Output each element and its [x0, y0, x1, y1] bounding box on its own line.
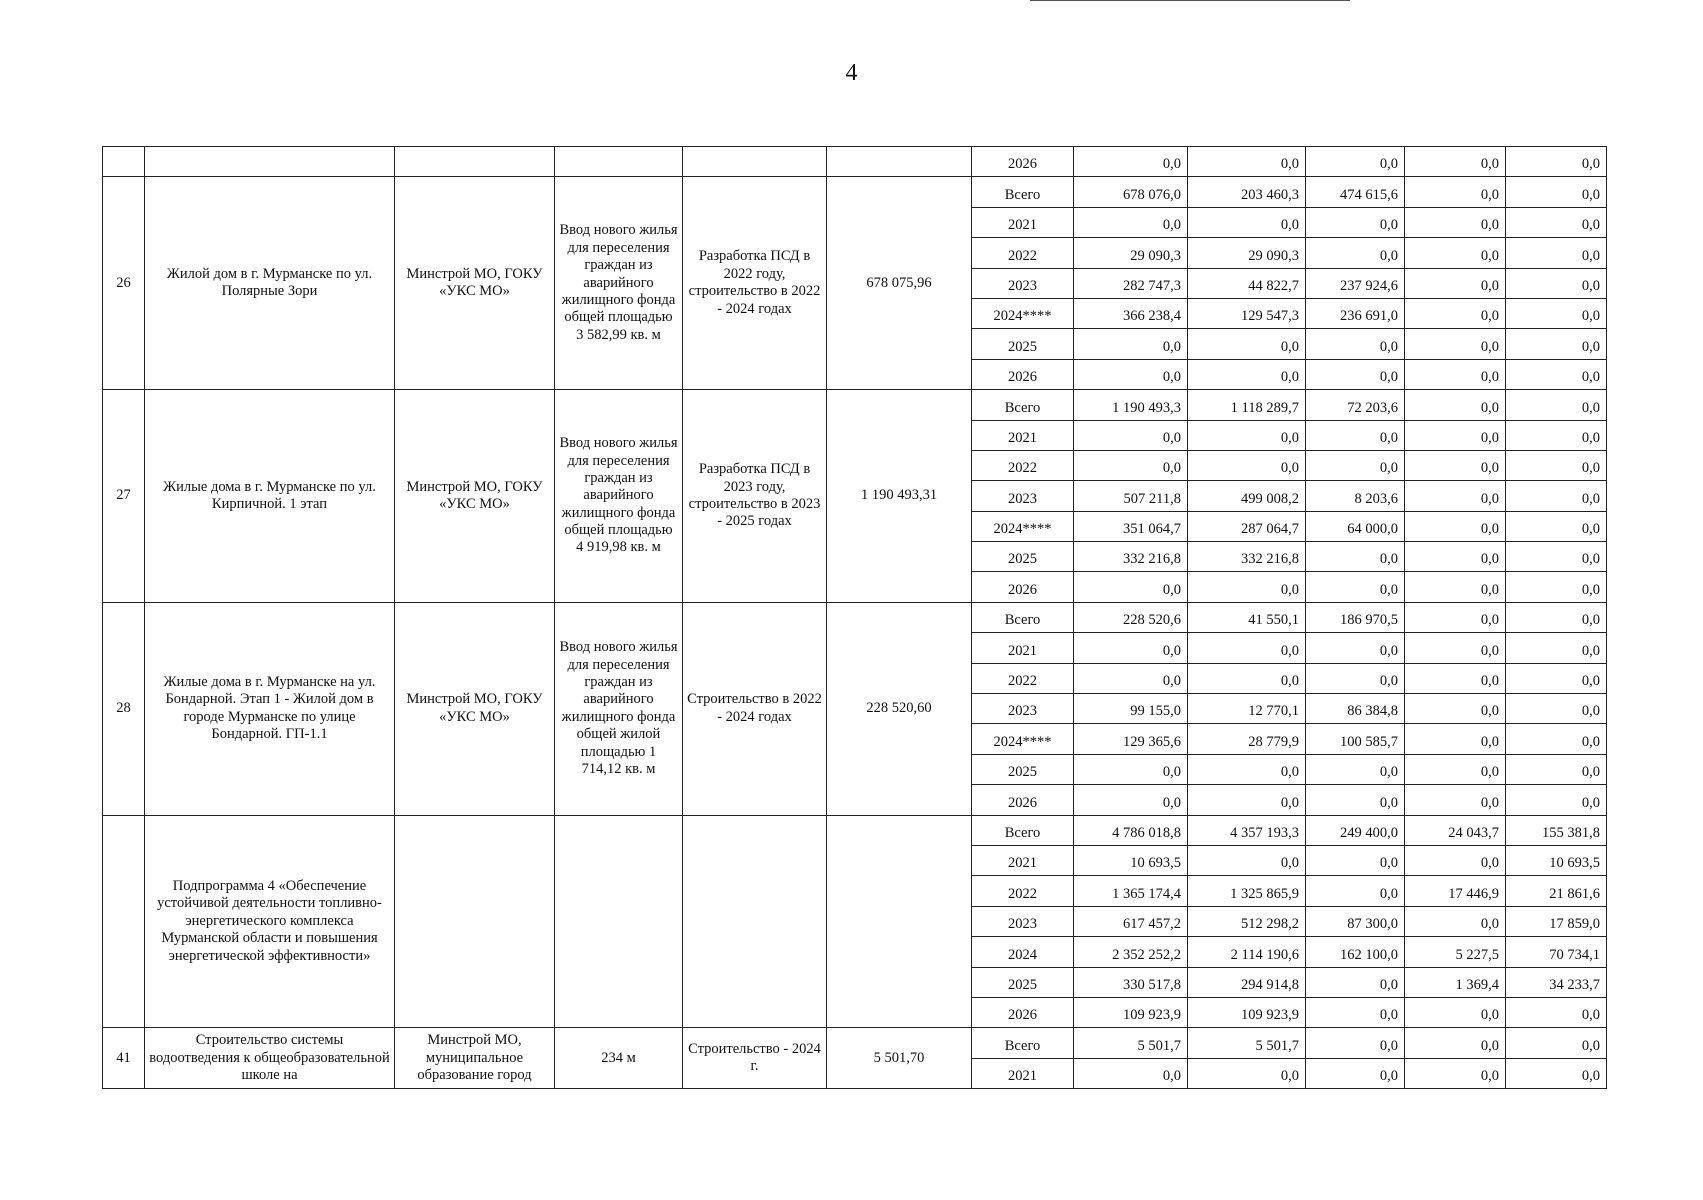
- value-cell: 10 693,5: [1506, 845, 1607, 875]
- object-name: Жилые дома в г. Мурманске на ул. Бондарной. Этап 1 - Жилой дом в городе Мурманске по улице Бондарной. ГП-1.1: [145, 602, 395, 815]
- value-cell: 0,0: [1306, 1058, 1405, 1088]
- timing: [683, 815, 827, 1028]
- object-name: Строительство системы водоотведения к общеобразовательной школе на: [145, 1028, 395, 1089]
- value-cell: 2 114 190,6: [1188, 937, 1306, 967]
- value-cell: 0,0: [1074, 207, 1188, 237]
- value-cell: 34 233,7: [1506, 967, 1607, 997]
- value-cell: 0,0: [1506, 329, 1607, 359]
- year-cell: 2025: [972, 329, 1074, 359]
- object-name: Жилые дома в г. Мурманске по ул. Кирпичной. 1 этап: [145, 390, 395, 603]
- empty-cell: [145, 147, 395, 177]
- year-cell: 2021: [972, 1058, 1074, 1088]
- value-cell: 0,0: [1306, 663, 1405, 693]
- value-cell: 249 400,0: [1306, 815, 1405, 845]
- value-cell: 0,0: [1306, 542, 1405, 572]
- value-cell: 0,0: [1405, 450, 1506, 480]
- value-cell: 617 457,2: [1074, 906, 1188, 936]
- value-cell: 0,0: [1506, 633, 1607, 663]
- value-cell: 0,0: [1506, 450, 1607, 480]
- table-row: [103, 177, 1607, 207]
- value-cell: 1 365 174,4: [1074, 876, 1188, 906]
- year-cell: 2021: [972, 633, 1074, 663]
- year-cell: 2021: [972, 207, 1074, 237]
- value-cell: 282 747,3: [1074, 268, 1188, 298]
- empty-cell: [103, 147, 145, 177]
- value-cell: 0,0: [1188, 147, 1306, 177]
- value-cell: 5 501,7: [1188, 1028, 1306, 1058]
- timing: Строительство - 2024 г.: [683, 1028, 827, 1089]
- estimated-cost: 678 075,96: [827, 177, 972, 390]
- value-cell: 0,0: [1074, 633, 1188, 663]
- row-number: 26: [103, 177, 145, 390]
- expected-result: 234 м: [555, 1028, 683, 1089]
- year-cell: 2023: [972, 906, 1074, 936]
- value-cell: 0,0: [1306, 329, 1405, 359]
- value-cell: 294 914,8: [1188, 967, 1306, 997]
- value-cell: 0,0: [1188, 785, 1306, 815]
- year-cell: 2025: [972, 754, 1074, 784]
- value-cell: 0,0: [1188, 663, 1306, 693]
- value-cell: 203 460,3: [1188, 177, 1306, 207]
- year-cell: 2023: [972, 481, 1074, 511]
- value-cell: 0,0: [1506, 147, 1607, 177]
- value-cell: 64 000,0: [1306, 511, 1405, 541]
- value-cell: 0,0: [1306, 876, 1405, 906]
- year-cell: 2022: [972, 450, 1074, 480]
- value-cell: 0,0: [1506, 359, 1607, 389]
- value-cell: 0,0: [1506, 785, 1607, 815]
- value-cell: 0,0: [1506, 390, 1607, 420]
- value-cell: 5 227,5: [1405, 937, 1506, 967]
- year-cell: 2024****: [972, 511, 1074, 541]
- value-cell: 29 090,3: [1188, 238, 1306, 268]
- value-cell: 1 190 493,3: [1074, 390, 1188, 420]
- value-cell: 99 155,0: [1074, 694, 1188, 724]
- value-cell: 0,0: [1506, 572, 1607, 602]
- value-cell: 330 517,8: [1074, 967, 1188, 997]
- table-row: [103, 390, 1607, 420]
- value-cell: 4 786 018,8: [1074, 815, 1188, 845]
- year-cell: 2021: [972, 845, 1074, 875]
- value-cell: 5 501,7: [1074, 1028, 1188, 1058]
- value-cell: 0,0: [1405, 329, 1506, 359]
- year-cell: Всего: [972, 1028, 1074, 1058]
- value-cell: 0,0: [1188, 359, 1306, 389]
- value-cell: 70 734,1: [1506, 937, 1607, 967]
- value-cell: 0,0: [1306, 207, 1405, 237]
- value-cell: 0,0: [1074, 1058, 1188, 1088]
- customer-name: Минстрой МО, ГОКУ «УКС МО»: [395, 602, 555, 815]
- value-cell: 236 691,0: [1306, 298, 1405, 328]
- value-cell: 332 216,8: [1074, 542, 1188, 572]
- investment-table: [102, 146, 1607, 1089]
- value-cell: 0,0: [1074, 329, 1188, 359]
- value-cell: 0,0: [1074, 572, 1188, 602]
- value-cell: 109 923,9: [1074, 997, 1188, 1027]
- value-cell: 0,0: [1405, 845, 1506, 875]
- year-cell: Всего: [972, 602, 1074, 632]
- value-cell: 0,0: [1405, 542, 1506, 572]
- value-cell: 0,0: [1306, 450, 1405, 480]
- year-cell: 2026: [972, 359, 1074, 389]
- table-body: [103, 147, 1607, 1089]
- customer-name: Минстрой МО, муниципальное образование город: [395, 1028, 555, 1089]
- value-cell: 0,0: [1188, 1058, 1306, 1088]
- value-cell: 0,0: [1188, 633, 1306, 663]
- value-cell: 0,0: [1188, 207, 1306, 237]
- expected-result: Ввод нового жилья для переселения граждан из аварийного жилищного фонда общей жилой площадью 1 714,12 кв. м: [555, 602, 683, 815]
- value-cell: 0,0: [1188, 420, 1306, 450]
- value-cell: 100 585,7: [1306, 724, 1405, 754]
- value-cell: 41 550,1: [1188, 602, 1306, 632]
- year-cell: 2026: [972, 997, 1074, 1027]
- value-cell: 0,0: [1405, 359, 1506, 389]
- value-cell: 8 203,6: [1306, 481, 1405, 511]
- row-number: 27: [103, 390, 145, 603]
- timing: Разработка ПСД в 2022 году, строительство в 2022 - 2024 годах: [683, 177, 827, 390]
- value-cell: 0,0: [1405, 1058, 1506, 1088]
- year-cell: 2022: [972, 663, 1074, 693]
- value-cell: 162 100,0: [1306, 937, 1405, 967]
- value-cell: 0,0: [1074, 754, 1188, 784]
- expected-result: Ввод нового жилья для переселения граждан из аварийного жилищного фонда общей площадью 4 919,98 кв. м: [555, 390, 683, 603]
- value-cell: 0,0: [1306, 1028, 1405, 1058]
- value-cell: 0,0: [1188, 572, 1306, 602]
- value-cell: 0,0: [1506, 177, 1607, 207]
- value-cell: 474 615,6: [1306, 177, 1405, 207]
- value-cell: 0,0: [1074, 420, 1188, 450]
- value-cell: 0,0: [1405, 511, 1506, 541]
- value-cell: 12 770,1: [1188, 694, 1306, 724]
- expected-result: Ввод нового жилья для переселения граждан из аварийного жилищного фонда общей площадью 3 582,99 кв. м: [555, 177, 683, 390]
- value-cell: 678 076,0: [1074, 177, 1188, 207]
- value-cell: 0,0: [1506, 997, 1607, 1027]
- expected-result: [555, 815, 683, 1028]
- value-cell: 0,0: [1306, 633, 1405, 663]
- row-number: [103, 815, 145, 1028]
- value-cell: 2 352 252,2: [1074, 937, 1188, 967]
- value-cell: 0,0: [1405, 906, 1506, 936]
- value-cell: 0,0: [1506, 238, 1607, 268]
- value-cell: 0,0: [1405, 724, 1506, 754]
- value-cell: 86 384,8: [1306, 694, 1405, 724]
- value-cell: 0,0: [1306, 845, 1405, 875]
- value-cell: 0,0: [1405, 207, 1506, 237]
- value-cell: 0,0: [1306, 147, 1405, 177]
- value-cell: 0,0: [1506, 754, 1607, 784]
- table-row: [103, 602, 1607, 632]
- value-cell: 0,0: [1506, 663, 1607, 693]
- year-cell: 2024: [972, 937, 1074, 967]
- value-cell: 0,0: [1074, 450, 1188, 480]
- value-cell: 17 859,0: [1506, 906, 1607, 936]
- value-cell: 24 043,7: [1405, 815, 1506, 845]
- empty-cell: [827, 147, 972, 177]
- value-cell: 366 238,4: [1074, 298, 1188, 328]
- page-number: 4: [845, 60, 858, 86]
- value-cell: 1 118 289,7: [1188, 390, 1306, 420]
- value-cell: 17 446,9: [1405, 876, 1506, 906]
- value-cell: 0,0: [1506, 542, 1607, 572]
- value-cell: 0,0: [1506, 420, 1607, 450]
- value-cell: 0,0: [1306, 754, 1405, 784]
- year-cell: Всего: [972, 390, 1074, 420]
- value-cell: 87 300,0: [1306, 906, 1405, 936]
- value-cell: 155 381,8: [1506, 815, 1607, 845]
- value-cell: 287 064,7: [1188, 511, 1306, 541]
- value-cell: 0,0: [1405, 663, 1506, 693]
- value-cell: 129 547,3: [1188, 298, 1306, 328]
- value-cell: 0,0: [1405, 997, 1506, 1027]
- empty-cell: [555, 147, 683, 177]
- value-cell: 0,0: [1306, 785, 1405, 815]
- year-cell: 2026: [972, 785, 1074, 815]
- value-cell: 0,0: [1405, 754, 1506, 784]
- year-cell: 2025: [972, 967, 1074, 997]
- value-cell: 499 008,2: [1188, 481, 1306, 511]
- value-cell: 29 090,3: [1074, 238, 1188, 268]
- value-cell: 228 520,6: [1074, 602, 1188, 632]
- estimated-cost: 1 190 493,31: [827, 390, 972, 603]
- table-row: [103, 1028, 1607, 1058]
- empty-cell: [683, 147, 827, 177]
- value-cell: 0,0: [1405, 420, 1506, 450]
- value-cell: 0,0: [1506, 268, 1607, 298]
- value-cell: 0,0: [1405, 268, 1506, 298]
- value-cell: 0,0: [1506, 511, 1607, 541]
- value-cell: 0,0: [1405, 602, 1506, 632]
- value-cell: 0,0: [1506, 602, 1607, 632]
- value-cell: 129 365,6: [1074, 724, 1188, 754]
- value-cell: 0,0: [1188, 450, 1306, 480]
- value-cell: 0,0: [1074, 359, 1188, 389]
- value-cell: 0,0: [1188, 754, 1306, 784]
- year-cell: 2023: [972, 268, 1074, 298]
- value-cell: 0,0: [1405, 147, 1506, 177]
- value-cell: 0,0: [1506, 298, 1607, 328]
- value-cell: 72 203,6: [1306, 390, 1405, 420]
- value-cell: 351 064,7: [1074, 511, 1188, 541]
- value-cell: 0,0: [1306, 997, 1405, 1027]
- year-cell: 2025: [972, 542, 1074, 572]
- value-cell: 0,0: [1188, 329, 1306, 359]
- value-cell: 0,0: [1074, 147, 1188, 177]
- estimated-cost: 5 501,70: [827, 1028, 972, 1089]
- year-cell: 2023: [972, 694, 1074, 724]
- row-number: 28: [103, 602, 145, 815]
- value-cell: 0,0: [1506, 207, 1607, 237]
- value-cell: 0,0: [1074, 663, 1188, 693]
- value-cell: 0,0: [1405, 1028, 1506, 1058]
- value-cell: 0,0: [1405, 177, 1506, 207]
- customer-name: Минстрой МО, ГОКУ «УКС МО»: [395, 390, 555, 603]
- row-number: 41: [103, 1028, 145, 1089]
- value-cell: 186 970,5: [1306, 602, 1405, 632]
- estimated-cost: 228 520,60: [827, 602, 972, 815]
- value-cell: 0,0: [1405, 298, 1506, 328]
- value-cell: 0,0: [1405, 633, 1506, 663]
- value-cell: 332 216,8: [1188, 542, 1306, 572]
- value-cell: 0,0: [1306, 967, 1405, 997]
- customer-name: Минстрой МО, ГОКУ «УКС МО»: [395, 177, 555, 390]
- value-cell: 0,0: [1506, 694, 1607, 724]
- estimated-cost: [827, 815, 972, 1028]
- year-cell: 2024****: [972, 724, 1074, 754]
- object-name: Подпрограмма 4 «Обеспечение устойчивой деятельности топливно-энергетического комплекса Мурманской области и повышения энергетической эффективности»: [145, 815, 395, 1028]
- value-cell: 0,0: [1306, 359, 1405, 389]
- timing: Разработка ПСД в 2023 году, строительство в 2023 - 2025 годах: [683, 390, 827, 603]
- value-cell: 21 861,6: [1506, 876, 1607, 906]
- value-cell: 28 779,9: [1188, 724, 1306, 754]
- value-cell: 0,0: [1306, 572, 1405, 602]
- value-cell: 0,0: [1306, 420, 1405, 450]
- value-cell: 0,0: [1405, 481, 1506, 511]
- value-cell: 0,0: [1405, 785, 1506, 815]
- value-cell: 0,0: [1506, 1058, 1607, 1088]
- value-cell: 237 924,6: [1306, 268, 1405, 298]
- value-cell: 512 298,2: [1188, 906, 1306, 936]
- year-cell: 2022: [972, 238, 1074, 268]
- value-cell: 0,0: [1405, 238, 1506, 268]
- scan-artifact-line: [1030, 0, 1350, 1]
- object-name: Жилой дом в г. Мурманске по ул. Полярные Зори: [145, 177, 395, 390]
- value-cell: 0,0: [1405, 572, 1506, 602]
- value-cell: 0,0: [1506, 1028, 1607, 1058]
- value-cell: 0,0: [1405, 390, 1506, 420]
- value-cell: 0,0: [1074, 785, 1188, 815]
- value-cell: 0,0: [1188, 845, 1306, 875]
- table-row-carry-over: [103, 147, 1607, 177]
- value-cell: 109 923,9: [1188, 997, 1306, 1027]
- empty-cell: [395, 147, 555, 177]
- value-cell: 0,0: [1506, 724, 1607, 754]
- value-cell: 0,0: [1306, 238, 1405, 268]
- value-cell: 10 693,5: [1074, 845, 1188, 875]
- timing: Строительство в 2022 - 2024 годах: [683, 602, 827, 815]
- table-row: [103, 815, 1607, 845]
- year-cell: 2026: [972, 147, 1074, 177]
- year-cell: Всего: [972, 177, 1074, 207]
- value-cell: 0,0: [1405, 694, 1506, 724]
- value-cell: 1 369,4: [1405, 967, 1506, 997]
- value-cell: 1 325 865,9: [1188, 876, 1306, 906]
- value-cell: 0,0: [1506, 481, 1607, 511]
- year-cell: 2024****: [972, 298, 1074, 328]
- value-cell: 4 357 193,3: [1188, 815, 1306, 845]
- year-cell: 2026: [972, 572, 1074, 602]
- year-cell: 2021: [972, 420, 1074, 450]
- value-cell: 44 822,7: [1188, 268, 1306, 298]
- value-cell: 507 211,8: [1074, 481, 1188, 511]
- customer-name: [395, 815, 555, 1028]
- year-cell: 2022: [972, 876, 1074, 906]
- year-cell: Всего: [972, 815, 1074, 845]
